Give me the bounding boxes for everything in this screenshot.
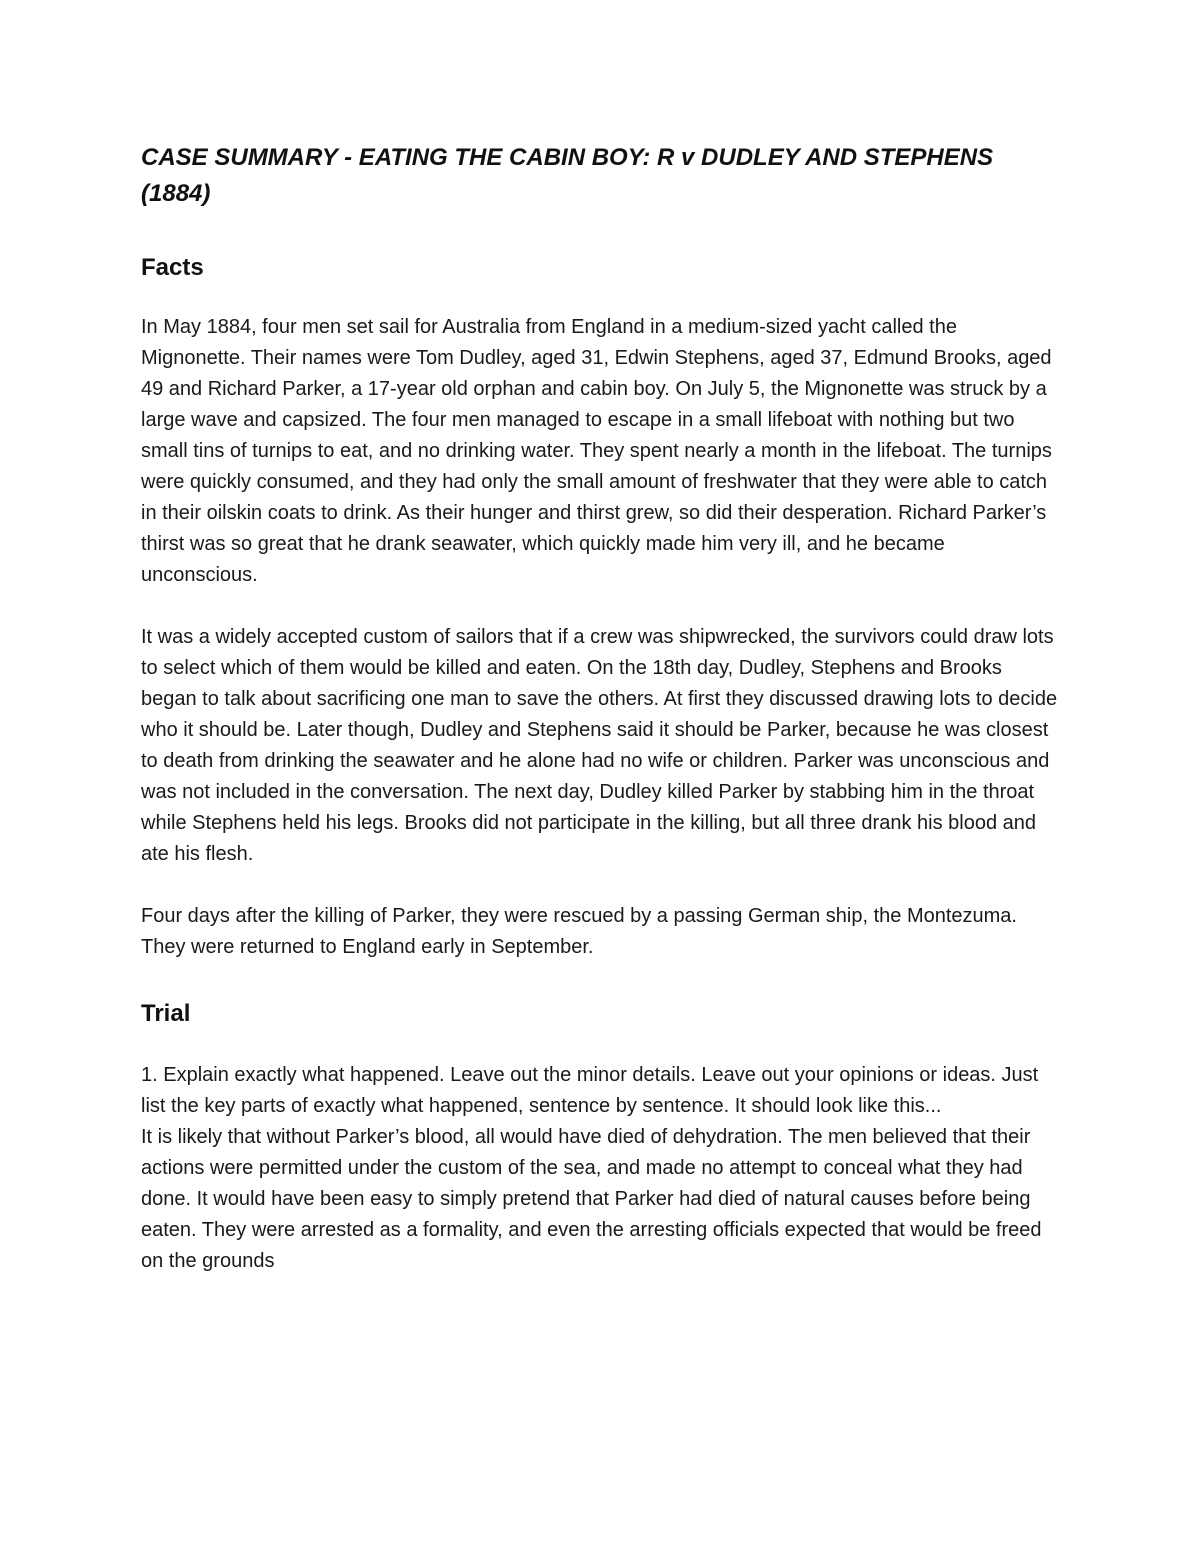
document-title: CASE SUMMARY - EATING THE CABIN BOY: R v DUDLEY AND STEPHENS (1884) <box>141 144 994 207</box>
facts-paragraph-1: In May 1884, four men set sail for Australia from England in a medium-sized yacht called the Mignonette. Their names were Tom Dudley, aged 31, Edwin Stephens, aged 37, Edmund Brooks, aged 49 and Richard Parker, a 17-year old orphan and cabin boy. On July 5, the Mignonette was struck by a large wave and capsized. The four men managed to escape in a small lifeboat with nothing but two small tins of turnips to eat, and no drinking water. They spent nearly a month in the lifeboat. The turnips were quickly consumed, and they had only the small amount of freshwater that they were able to catch in their oilskin coats to drink. As their hunger and thirst grew, so did their desperation. Richard Parker’s thirst was so great that he drank seawater, which quickly made him very ill, and he became unconscious. <box>141 316 1052 586</box>
facts-paragraph-3: Four days after the killing of Parker, they were rescued by a passing German ship, the Montezuma. They were returned to England early in September. <box>141 905 1017 958</box>
document-page <box>141 140 1061 1277</box>
trial-heading: Trial <box>141 1000 191 1027</box>
trial-paragraph-2: It is likely that without Parker’s blood, all would have died of dehydration. The men believed that their actions were permitted under the custom of the sea, and made no attempt to conceal what they had done. It would have been easy to simply pretend that Parker had died of natural causes before being eaten. They were arrested as a formality, and even the arresting officials expected that would be freed on the grounds <box>141 1126 1042 1272</box>
facts-heading: Facts <box>141 254 204 281</box>
trial-paragraph-1: 1. Explain exactly what happened. Leave out the minor details. Leave out your opinions or ideas. Just list the key parts of exactly what happened, sentence by sentence. It should look like this... <box>141 1064 1039 1117</box>
facts-paragraph-2: It was a widely accepted custom of sailors that if a crew was shipwrecked, the survivors could draw lots to select which of them would be killed and eaten. On the 18th day, Dudley, Stephens and Brooks began to talk about sacrificing one man to save the others. At first they discussed drawing lots to decide who it should be. Later though, Dudley and Stephens said it should be Parker, because he was closest to death from drinking the seawater and he alone had no wife or children. Parker was unconscious and was not included in the conversation. The next day, Dudley killed Parker by stabbing him in the throat while Stephens held his legs. Brooks did not participate in the killing, but all three drank his blood and ate his flesh. <box>141 626 1058 865</box>
